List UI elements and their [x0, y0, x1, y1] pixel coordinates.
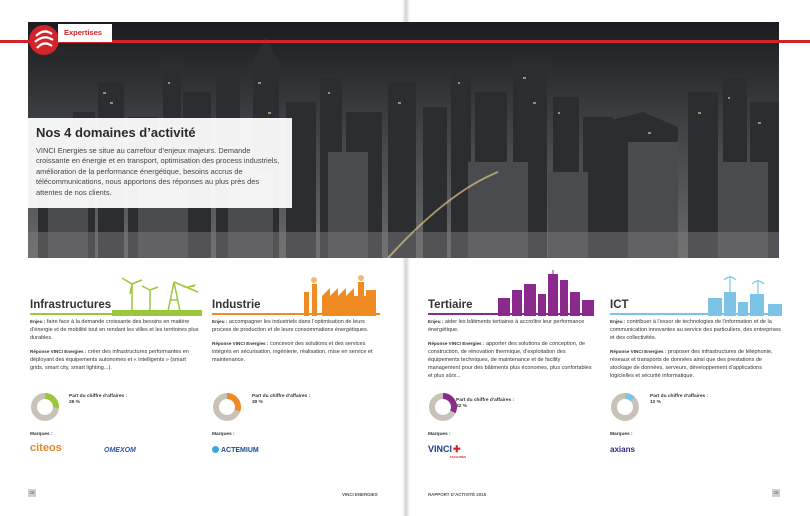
- share-donut-chart: [30, 392, 60, 422]
- share-donut-chart: [212, 392, 242, 422]
- domain-rule: [610, 313, 782, 315]
- section-tag: Expertises: [58, 24, 112, 42]
- share-value: 12 %: [650, 400, 661, 405]
- page-number-left: 28: [29, 490, 35, 495]
- share-caption: Part du chiffre d’affaires :: [69, 394, 128, 399]
- enjeu-label: Enjeu :: [212, 319, 228, 324]
- domain-rule: [30, 313, 200, 315]
- reponse-value: concevoir des solutions et des services intégrés en sécurisation, ingénierie, réalisation, mise en service et maintenance.: [212, 341, 373, 363]
- share-label: [650, 394, 708, 406]
- vinci-energies-logo: [28, 24, 60, 56]
- reponse-text: [212, 340, 380, 364]
- reponse-text: [30, 348, 200, 372]
- share-label: [252, 394, 310, 406]
- enjeu-value: contribuer à l’essor de technologies de l’information et de la communication innovantes au service des particuliers, des entreprises et des collectivités.: [610, 319, 781, 341]
- reponse-label: Réponse VINCI Energies :: [212, 341, 269, 346]
- vinci-facilities-icon: ✚: [453, 444, 461, 454]
- domain-rule: [428, 313, 594, 315]
- share-value: 32 %: [456, 404, 467, 409]
- brand-logo-citeos: citeos: [30, 442, 62, 454]
- actemium-icon: [212, 446, 219, 453]
- share-caption: Part du chiffre d’affaires :: [456, 398, 515, 403]
- reponse-label: Réponse VINCI Energies :: [610, 349, 667, 354]
- intro-text: VINCI Energies se situe au carrefour d’enjeux majeurs. Demande croissante en énergie et en transport, optimisation des process industriels, amélioration de la performance énergétique, besoins accrus de télécommunications, nous apportons des réponses au plus près des attentes de nos clients.: [36, 146, 280, 197]
- brands-label: Marques :: [30, 432, 53, 437]
- enjeu-text: [212, 318, 380, 334]
- share-donut-chart: [610, 392, 640, 422]
- reponse-value: apporter des solutions de conception, de construction, de rénovation thermique, d’exploitation des équipements techniques, de maintenance et de facility management pour des bâtiments plus économes, plus confortables et plus sûrs...: [428, 341, 592, 379]
- brand-name: ACTEMIUM: [221, 447, 259, 454]
- enjeu-label: Enjeu :: [610, 319, 626, 324]
- enjeu-text: [610, 318, 782, 342]
- intro-box: [28, 118, 292, 208]
- donut-track: [614, 396, 636, 418]
- domain-title: Industrie: [212, 299, 261, 311]
- domain-ict: [610, 299, 782, 380]
- enjeu-label: Enjeu :: [428, 319, 444, 324]
- enjeu-value: aider les bâtiments tertiaires à accroître leur performance énergétique.: [428, 319, 585, 333]
- share-caption: Part du chiffre d’affaires :: [650, 394, 709, 399]
- brand-logo-vinci-facilities: [428, 444, 466, 459]
- brand-name: VINCI: [428, 444, 453, 454]
- brands-label: Marques :: [212, 432, 235, 437]
- share-value: 30 %: [252, 400, 263, 405]
- domain-tertiaire: [428, 299, 594, 380]
- brand-logo-omexom: OMEXOM: [104, 447, 136, 454]
- domain-title: Tertiaire: [428, 299, 473, 311]
- enjeu-text: [428, 318, 594, 334]
- domain-title: ICT: [610, 299, 629, 311]
- share-label: [69, 394, 127, 406]
- share-donut-chart: [428, 392, 458, 422]
- reponse-text: [610, 348, 782, 380]
- share-value: 26 %: [69, 400, 80, 405]
- brand-logo-actemium: [212, 446, 259, 454]
- domain-infrastructures: [30, 299, 200, 372]
- page-title: Nos 4 domaines d’activité: [36, 125, 196, 140]
- enjeu-value: accompagner les industriels dans l’optimisation de leurs process de production et de leurs consommations énergétiques.: [212, 319, 369, 333]
- brands-label: Marques :: [610, 432, 633, 437]
- reponse-label: Réponse VINCI Energies :: [428, 341, 485, 346]
- reponse-value: créer des infrastructures performantes en déployant des équipements autonomes et « intelligents » (smart grids, smart city, smart lighting...).: [30, 349, 189, 371]
- footer-left-text: VINCI ENERGIES: [342, 492, 378, 497]
- enjeu-value: faire face à la demande croissante des besoins en matière d’énergie et de mobilité tout en rendant les villes et les territoires plus durables.: [30, 319, 199, 341]
- reponse-text: [428, 340, 594, 380]
- reponse-label: Réponse VINCI Energies :: [30, 349, 87, 354]
- domain-title: Infrastructures: [30, 299, 112, 311]
- enjeu-text: [30, 318, 200, 342]
- footer-right-text: RAPPORT D’ACTIVITÉ 2015: [428, 492, 487, 497]
- share-caption: Part du chiffre d’affaires :: [252, 394, 311, 399]
- domain-rule: [212, 313, 380, 315]
- share-label: [456, 398, 514, 410]
- brand-logo-axians: axians: [610, 445, 635, 454]
- red-header-rule: [0, 40, 810, 43]
- brands-label: Marques :: [428, 432, 451, 437]
- enjeu-label: Enjeu :: [30, 319, 46, 324]
- reponse-value: proposer des infrastructures de téléphonie, réseaux et transports de données ainsi que des prestations de stockage de données, serveurs, développement d’applications logicielles et sécurité informatique.: [610, 349, 773, 379]
- brand-subtitle: FACILITIES: [450, 455, 467, 459]
- page-number-right: 29: [773, 490, 779, 495]
- domain-industrie: [212, 299, 380, 364]
